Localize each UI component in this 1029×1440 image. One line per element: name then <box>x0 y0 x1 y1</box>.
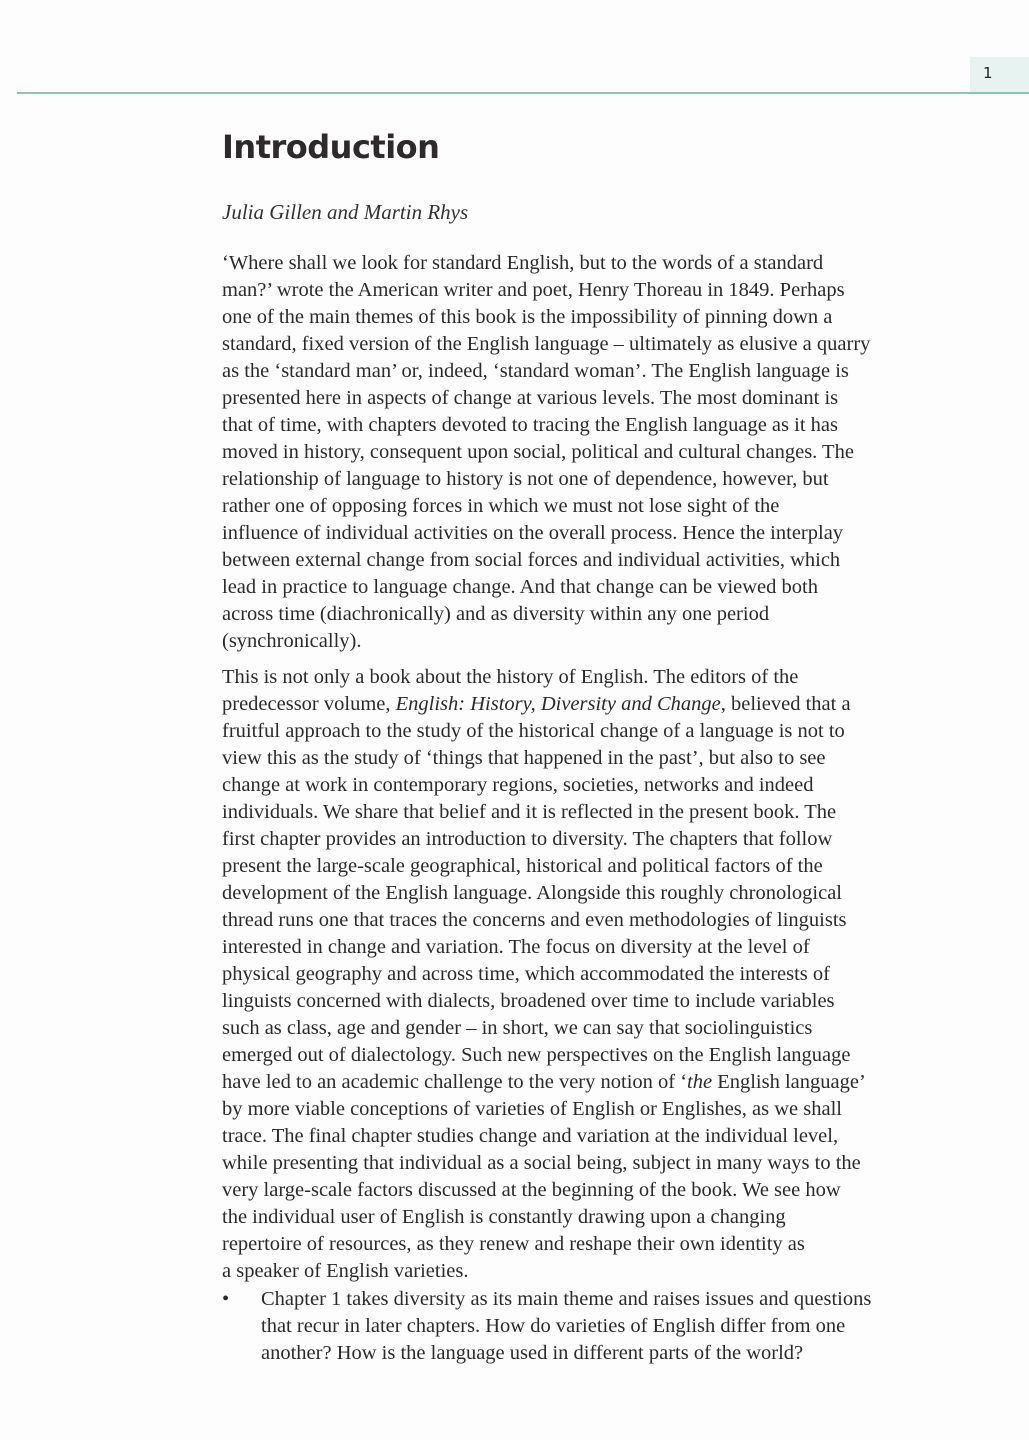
authors: Julia Gillen and Martin Rhys <box>222 200 469 224</box>
text-segment: first chapter provides an introduction to diversity. The chapters that follow <box>222 828 833 850</box>
text-line <box>222 466 982 493</box>
text-line <box>222 520 982 547</box>
text-line <box>222 988 982 1015</box>
text-line <box>222 1204 982 1231</box>
text-line <box>222 1015 982 1042</box>
text-line <box>222 907 982 934</box>
page-number: 1 <box>983 64 993 82</box>
text-line <box>222 547 982 574</box>
text-segment: thread runs one that traces the concerns and even methodologies of linguists <box>222 909 847 931</box>
text-segment: trace. The final chapter studies change and variation at the individual level, <box>222 1125 839 1147</box>
text-segment: man?’ wrote the American writer and poet, Henry Thoreau in 1849. Perhaps <box>222 279 845 301</box>
text-line <box>222 304 982 331</box>
text-segment: predecessor volume, <box>222 693 396 715</box>
text-line <box>222 934 982 961</box>
bullet-line: that recur in later chapters. How do varieties of English differ from one <box>261 1315 846 1337</box>
text-segment: relationship of language to history is not one of dependence, however, but <box>222 468 829 490</box>
text-segment: rather one of opposing forces in which we must not lose sight of the <box>222 495 780 517</box>
text-line <box>222 853 982 880</box>
text-line <box>222 1069 982 1096</box>
text-line <box>222 439 982 466</box>
italic-text: English: History, Diversity and Change <box>395 693 721 715</box>
text-segment: such as class, age and gender – in short, we can say that sociolinguistics <box>222 1017 813 1039</box>
paragraph-1 <box>222 250 982 655</box>
text-segment: across time (diachronically) and as diversity within any one period <box>222 603 770 625</box>
text-line <box>222 1123 982 1150</box>
text-segment: This is not only a book about the history of English. The editors of the <box>222 666 799 688</box>
text-segment: the individual user of English is constantly drawing upon a changing <box>222 1206 786 1228</box>
text-line <box>222 691 982 718</box>
text-segment: change at work in contemporary regions, societies, networks and indeed <box>222 774 814 796</box>
text-segment: that of time, with chapters devoted to tracing the English language as it has <box>222 414 838 436</box>
text-segment: linguists concerned with dialects, broadened over time to include variables <box>222 990 835 1012</box>
text-line <box>222 1150 982 1177</box>
text-segment: development of the English language. Alongside this roughly chronological <box>222 882 843 904</box>
text-segment: ‘Where shall we look for standard English, but to the words of a standard <box>222 252 824 274</box>
text-line <box>222 1231 982 1258</box>
text-segment: influence of individual activities on the overall process. Hence the interplay <box>222 522 844 544</box>
text-line <box>222 574 982 601</box>
text-segment: individuals. We share that belief and it is reflected in the present book. The <box>222 801 837 823</box>
text-line <box>222 961 982 988</box>
text-line <box>222 880 982 907</box>
bullet-line: another? How is the language used in different parts of the world? <box>261 1342 804 1364</box>
text-segment: present the large-scale geographical, historical and political factors of the <box>222 855 823 877</box>
page-number-tab <box>970 57 1029 92</box>
bullet-text <box>261 1286 991 1367</box>
text-segment: a speaker of English varieties. <box>222 1260 469 1282</box>
text-segment: very large-scale factors discussed at the beginning of the book. We see how <box>222 1179 841 1201</box>
text-segment: moved in history, consequent upon social, political and cultural changes. The <box>222 441 854 463</box>
text-line <box>222 628 982 655</box>
text-segment: as the ‘standard man’ or, indeed, ‘standard woman’. The English language is <box>222 360 849 382</box>
text-line <box>222 745 982 772</box>
text-line <box>222 331 982 358</box>
text-line <box>222 664 982 691</box>
text-line <box>222 277 982 304</box>
chapter-title: Introduction <box>222 128 440 166</box>
text-segment: standard, fixed version of the English language – ultimately as elusive a quarry <box>222 333 871 355</box>
text-segment: repertoire of resources, as they renew and reshape their own identity as <box>222 1233 805 1255</box>
italic-text: the <box>687 1071 713 1093</box>
text-line <box>222 718 982 745</box>
text-segment: between external change from social forces and individual activities, which <box>222 549 841 571</box>
text-segment: have led to an academic challenge to the very notion of ‘ <box>222 1071 688 1093</box>
text-segment: one of the main themes of this book is the impossibility of pinning down a <box>222 306 833 328</box>
text-segment: while presenting that individual as a social being, subject in many ways to the <box>222 1152 861 1174</box>
text-segment: English language’ <box>712 1071 866 1093</box>
text-line <box>222 250 982 277</box>
text-segment: (synchronically). <box>222 630 362 652</box>
bullet-icon: • <box>222 1288 230 1310</box>
text-segment: by more viable conceptions of varieties of English or Englishes, as we shall <box>222 1098 842 1120</box>
text-line <box>222 601 982 628</box>
text-line <box>222 799 982 826</box>
text-line <box>222 772 982 799</box>
text-line <box>222 385 982 412</box>
text-line <box>222 1096 982 1123</box>
text-line <box>222 493 982 520</box>
text-line <box>222 1177 982 1204</box>
text-segment: physical geography and across time, which accommodated the interests of <box>222 963 830 985</box>
text-line <box>222 826 982 853</box>
bullet-line: Chapter 1 takes diversity as its main theme and raises issues and questions <box>261 1288 872 1310</box>
text-segment: view this as the study of ‘things that happened in the past’, but also to see <box>222 747 826 769</box>
text-segment: emerged out of dialectology. Such new perspectives on the English language <box>222 1044 851 1066</box>
text-segment: , believed that a <box>720 693 851 715</box>
text-line <box>222 1042 982 1069</box>
text-segment: lead in practice to language change. And that change can be viewed both <box>222 576 818 598</box>
text-line <box>222 358 982 385</box>
text-segment: presented here in aspects of change at various levels. The most dominant is <box>222 387 839 409</box>
header-rule <box>17 92 1029 94</box>
text-segment: interested in change and variation. The focus on diversity at the level of <box>222 936 810 958</box>
text-segment: fruitful approach to the study of the historical change of a language is not to <box>222 720 845 742</box>
text-line <box>222 412 982 439</box>
paragraph-2 <box>222 664 982 1285</box>
text-line <box>222 1258 982 1285</box>
